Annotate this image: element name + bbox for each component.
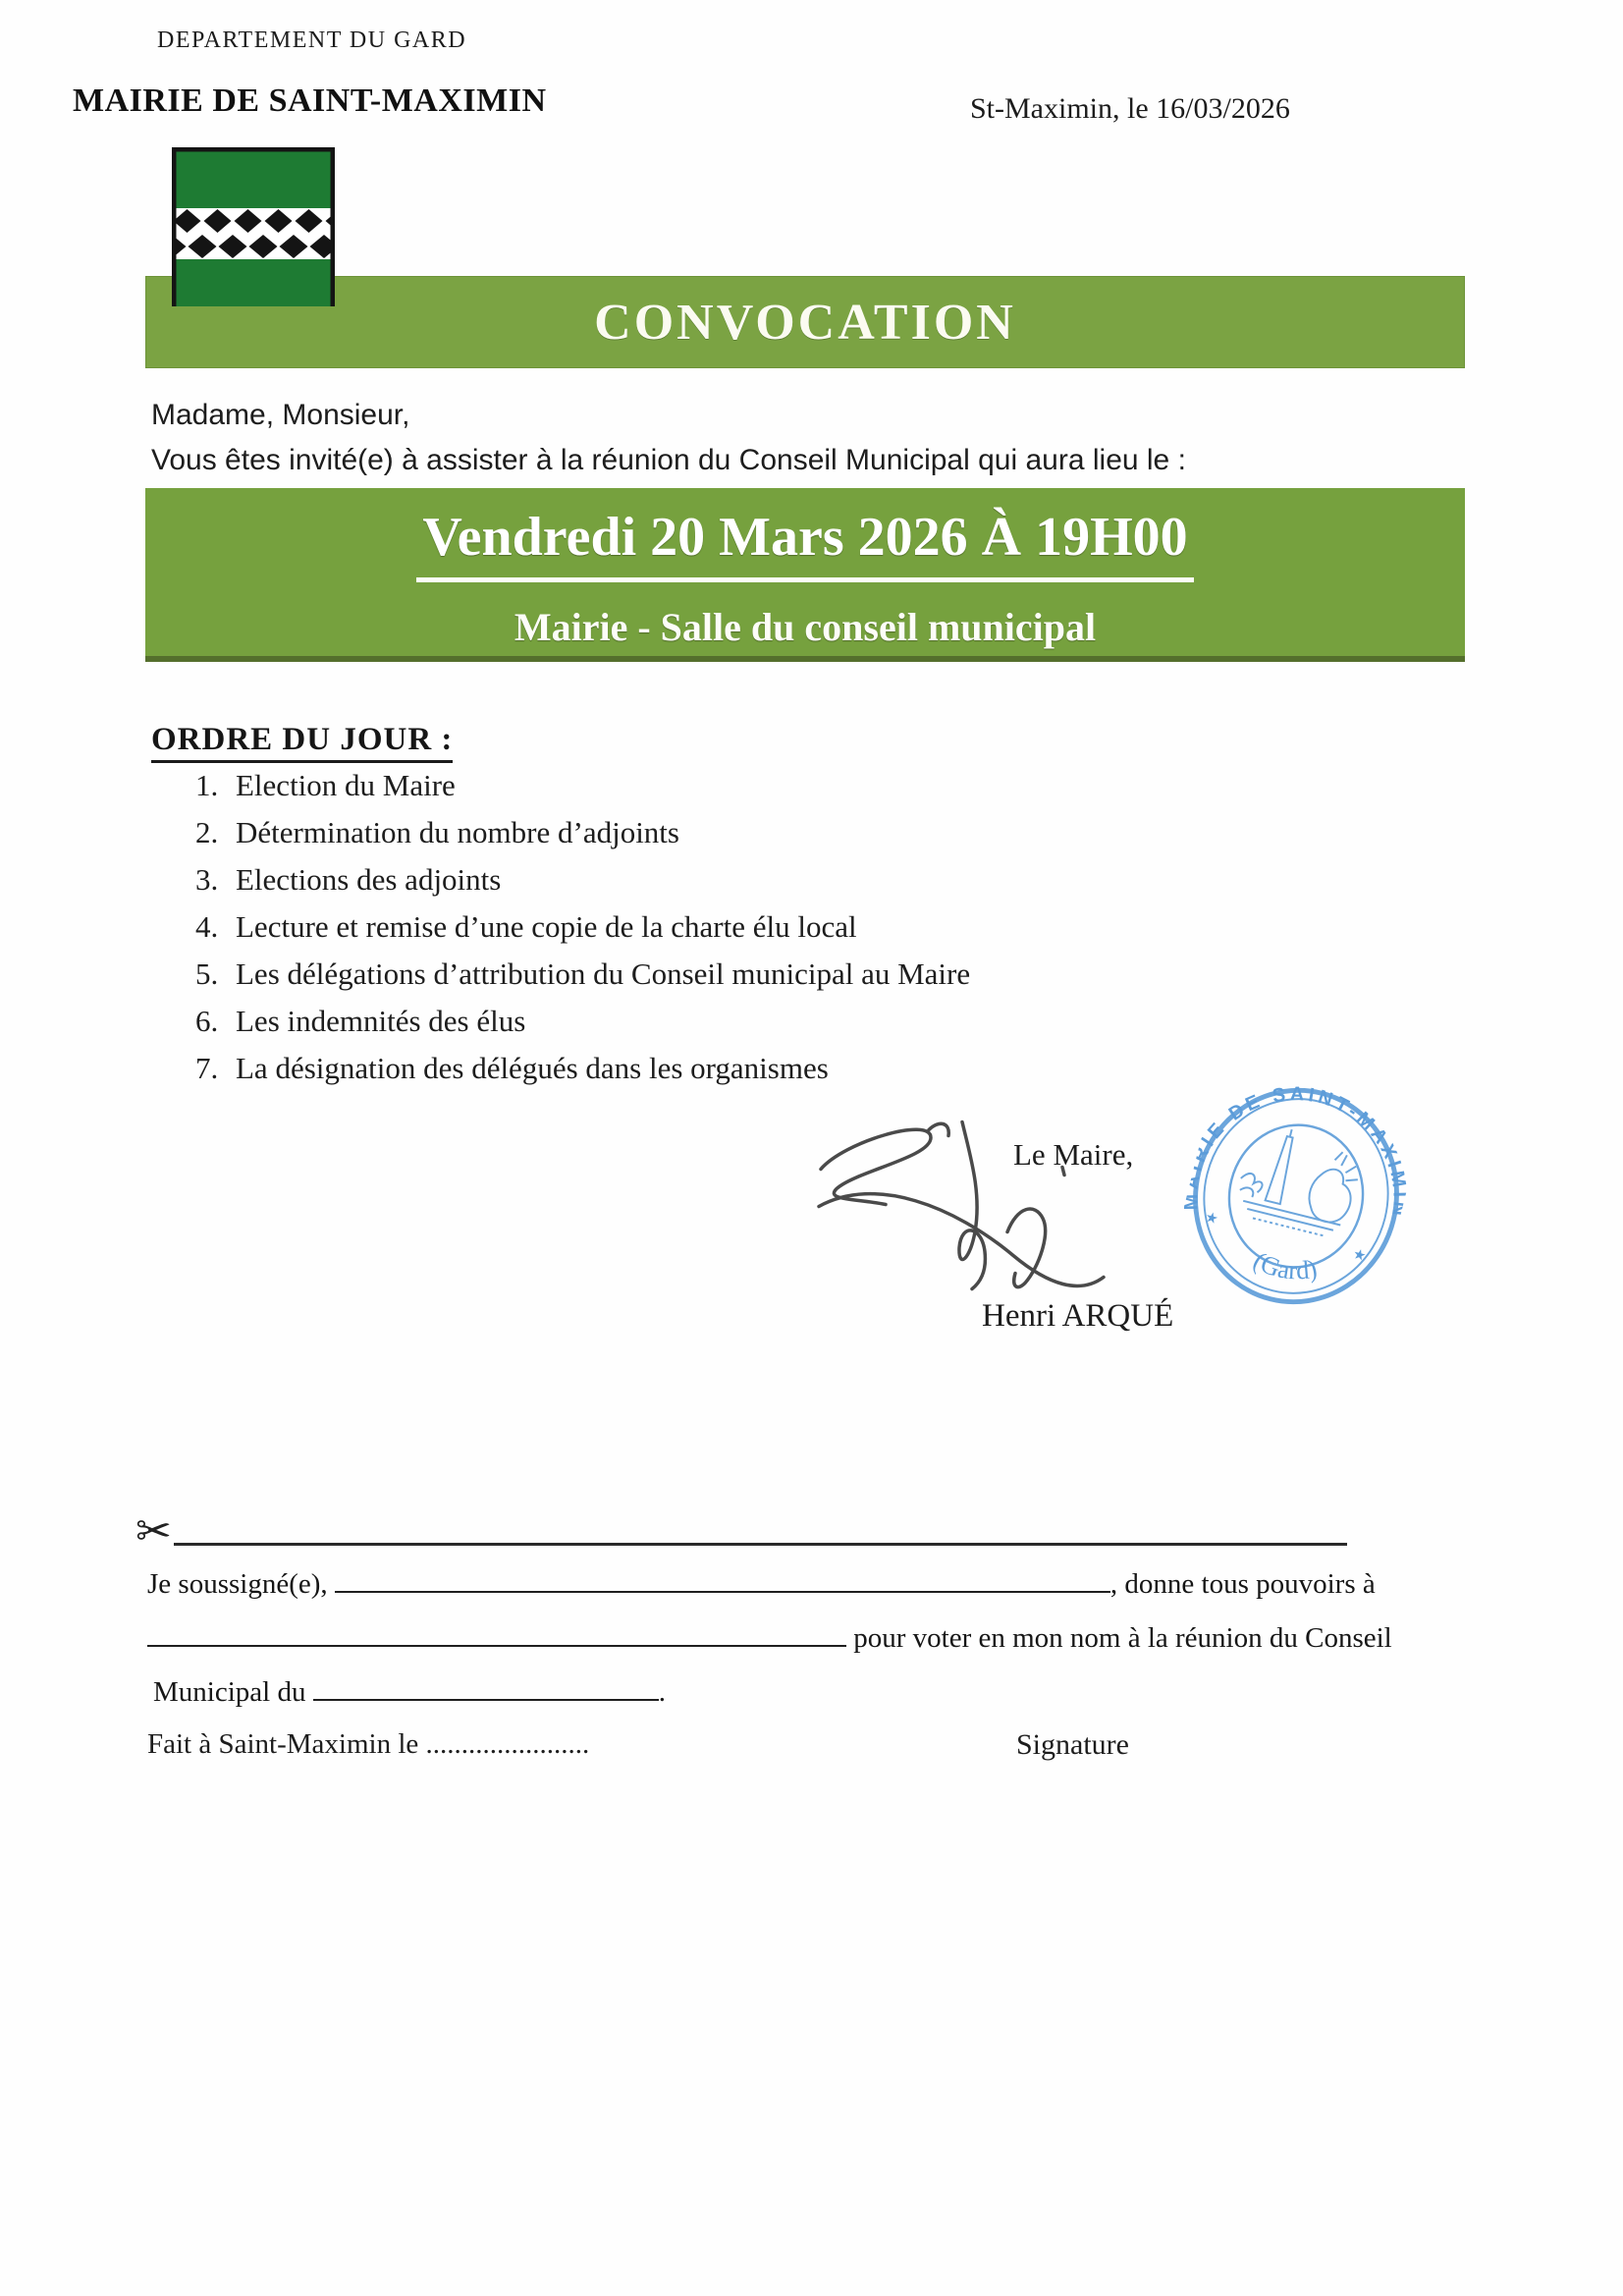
proxy-line-2 bbox=[147, 1622, 1392, 1655]
agenda-item: 6. Les indemnités des élus bbox=[226, 1006, 1384, 1036]
town-stamp bbox=[1166, 1062, 1427, 1330]
cut-line bbox=[135, 1506, 1347, 1557]
stamp-text-bottom: (Gard) bbox=[1248, 1245, 1320, 1285]
proxy-line2-suffix: pour voter en mon nom à la réunion du Conseil bbox=[846, 1622, 1392, 1654]
header-date: St-Maximin, le 16/03/2026 bbox=[970, 92, 1290, 125]
svg-text:(Gard) bbox=[1247, 1239, 1325, 1293]
signature-label: Signature bbox=[1016, 1728, 1129, 1761]
proxy-line1-suffix: , donne tous pouvoirs à bbox=[1109, 1568, 1376, 1600]
agenda-heading: ORDRE DU JOUR : bbox=[151, 722, 453, 763]
stamp-text-top: MAIRIE DE SAINT-MAXIMIN bbox=[1180, 1082, 1411, 1222]
proxy-line3-prefix: Municipal du bbox=[153, 1676, 313, 1708]
scissors-icon: ✂ bbox=[135, 1506, 172, 1557]
convocation-title: CONVOCATION bbox=[594, 294, 1016, 351]
salutation-text: Madame, Monsieur, bbox=[151, 399, 410, 431]
town-crest-icon bbox=[172, 147, 335, 306]
meeting-location: Mairie - Salle du conseil municipal bbox=[514, 605, 1097, 649]
agenda-item: 1. Election du Maire bbox=[226, 770, 1384, 800]
meeting-banner bbox=[145, 488, 1465, 662]
proxy-line-1 bbox=[147, 1568, 1376, 1601]
stamp-star-right: ★ bbox=[1351, 1246, 1368, 1265]
proxy-date-blank bbox=[313, 1699, 659, 1701]
cut-rule bbox=[174, 1543, 1347, 1546]
proxy-delegate-blank bbox=[147, 1645, 846, 1647]
proxy-line-4: Fait à Saint-Maximin le ....................... bbox=[147, 1728, 590, 1760]
proxy-line-3 bbox=[153, 1676, 666, 1709]
agenda-item: 4. Lecture et remise d’une copie de la charte élu local bbox=[226, 911, 1384, 942]
proxy-line1-prefix: Je soussigné(e), bbox=[147, 1568, 335, 1600]
stamp-star-left: ★ bbox=[1203, 1209, 1220, 1229]
maire-name: Henri ARQUÉ bbox=[982, 1298, 1174, 1334]
agenda-list bbox=[169, 770, 1384, 1100]
meeting-datetime: Vendredi 20 Mars 2026 À 19H00 bbox=[416, 506, 1193, 582]
handwritten-signature bbox=[815, 1110, 1159, 1321]
header-mairie-title: MAIRIE DE SAINT-MAXIMIN bbox=[73, 82, 547, 119]
header-department: DEPARTEMENT DU GARD bbox=[157, 27, 467, 53]
agenda-item: 7. La désignation des délégués dans les organismes bbox=[226, 1053, 1384, 1083]
maire-title: Le Maire, bbox=[1013, 1137, 1134, 1172]
agenda-item: 3. Elections des adjoints bbox=[226, 864, 1384, 895]
convocation-banner bbox=[145, 276, 1465, 368]
invitation-text: Vous êtes invité(e) à assister à la réunion du Conseil Municipal qui aura lieu le : bbox=[151, 444, 1186, 476]
agenda-item: 2. Détermination du nombre d’adjoints bbox=[226, 817, 1384, 847]
agenda-item: 5. Les délégations d’attribution du Conseil municipal au Maire bbox=[226, 958, 1384, 989]
proxy-name-blank bbox=[335, 1591, 1110, 1593]
proxy-line3-suffix: . bbox=[658, 1676, 666, 1708]
